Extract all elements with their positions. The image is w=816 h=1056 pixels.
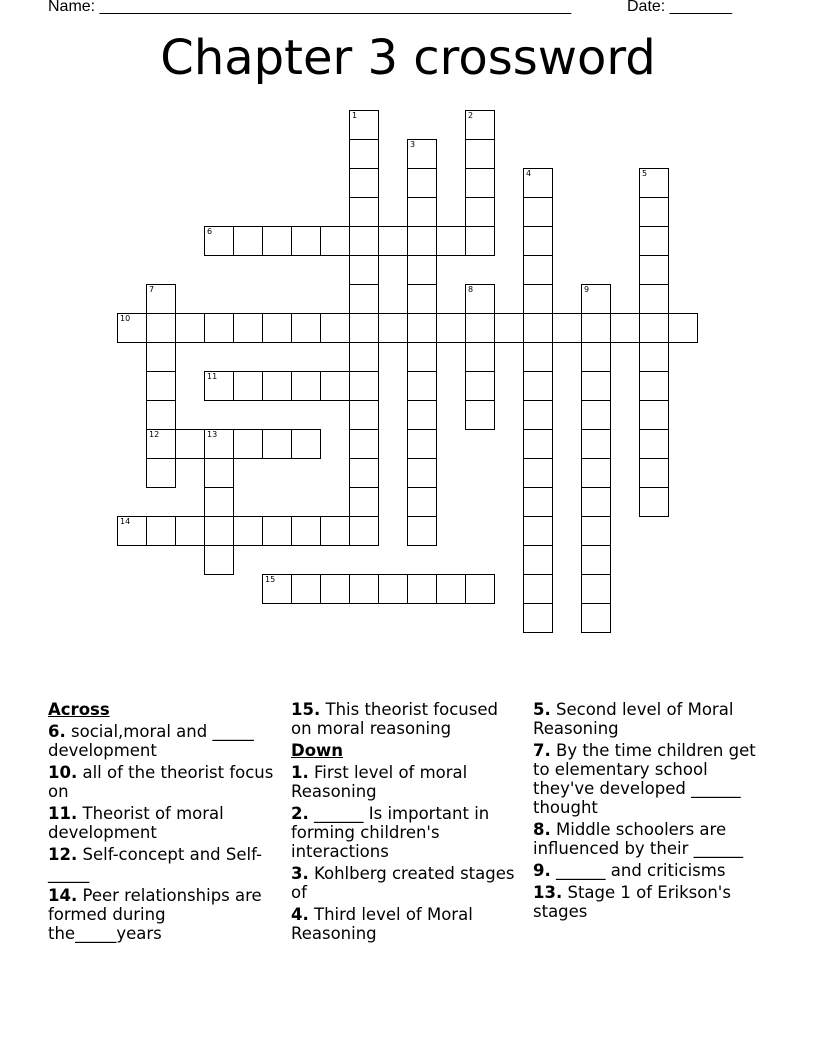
grid-cell[interactable] xyxy=(523,487,553,517)
clue-column-2 xyxy=(291,700,521,946)
clue-number: 8. xyxy=(533,820,551,839)
grid-cell[interactable] xyxy=(349,226,379,256)
clue-down-5 xyxy=(533,700,763,738)
grid-cell[interactable] xyxy=(204,487,234,517)
down-heading: Down xyxy=(291,741,344,760)
clue-number: 7. xyxy=(533,741,551,760)
clue-across-15 xyxy=(291,700,521,738)
clue-text: First level of moral Reasoning xyxy=(291,763,468,801)
grid-cell[interactable] xyxy=(407,139,437,169)
clue-across-14 xyxy=(48,886,278,943)
grid-cell[interactable] xyxy=(407,400,437,430)
grid-cell[interactable] xyxy=(349,284,379,314)
grid-cell[interactable] xyxy=(407,458,437,488)
cell-number: 12 xyxy=(149,430,160,439)
grid-cell[interactable] xyxy=(291,516,321,546)
grid-cell[interactable] xyxy=(581,371,611,401)
grid-cell[interactable] xyxy=(407,313,437,343)
grid-cell[interactable] xyxy=(639,197,669,227)
grid-cell[interactable] xyxy=(581,342,611,372)
cell-number: 6 xyxy=(207,227,213,236)
clue-number: 9. xyxy=(533,861,551,880)
page-title: Chapter 3 crossword xyxy=(160,30,656,86)
grid-cell[interactable] xyxy=(639,458,669,488)
clue-number: 6. xyxy=(48,722,66,741)
grid-cell[interactable] xyxy=(349,197,379,227)
cell-number: 10 xyxy=(120,314,131,323)
grid-cell[interactable] xyxy=(349,487,379,517)
grid-cell[interactable] xyxy=(639,429,669,459)
clue-number: 5. xyxy=(533,700,551,719)
grid-cell[interactable] xyxy=(349,168,379,198)
clue-down-2 xyxy=(291,804,521,861)
grid-cell[interactable] xyxy=(581,400,611,430)
grid-cell[interactable] xyxy=(262,429,292,459)
grid-cell[interactable] xyxy=(378,574,408,604)
grid-cell[interactable] xyxy=(233,516,263,546)
grid-cell[interactable] xyxy=(204,545,234,575)
grid-cell[interactable] xyxy=(204,429,234,459)
grid-cell[interactable] xyxy=(204,516,234,546)
grid-cell[interactable] xyxy=(175,516,205,546)
clue-down-7 xyxy=(533,741,763,817)
grid-cell[interactable] xyxy=(349,313,379,343)
grid-cell[interactable] xyxy=(204,371,234,401)
grid-cell[interactable] xyxy=(639,313,669,343)
grid-cell[interactable] xyxy=(407,168,437,198)
clue-down-8 xyxy=(533,820,763,858)
grid-cell[interactable] xyxy=(320,226,350,256)
grid-cell[interactable] xyxy=(262,313,292,343)
grid-cell[interactable] xyxy=(465,284,495,314)
clue-number: 11. xyxy=(48,804,78,823)
grid-cell[interactable] xyxy=(407,516,437,546)
grid-cell[interactable] xyxy=(610,313,640,343)
grid-cell[interactable] xyxy=(465,197,495,227)
grid-cell[interactable] xyxy=(349,574,379,604)
clue-text: Middle schoolers are influenced by their ______ xyxy=(533,820,744,858)
grid-cell[interactable] xyxy=(320,313,350,343)
grid-cell[interactable] xyxy=(523,371,553,401)
name-field-label: Name: _____________________________________________________ xyxy=(48,0,572,15)
grid-cell[interactable] xyxy=(146,516,176,546)
grid-cell[interactable] xyxy=(291,429,321,459)
grid-cell[interactable] xyxy=(407,429,437,459)
cell-number: 13 xyxy=(207,430,218,439)
grid-cell[interactable] xyxy=(204,226,234,256)
grid-cell[interactable] xyxy=(233,371,263,401)
grid-cell[interactable] xyxy=(581,516,611,546)
grid-cell[interactable] xyxy=(233,313,263,343)
clue-number: 2. xyxy=(291,804,309,823)
grid-cell[interactable] xyxy=(378,313,408,343)
grid-cell[interactable] xyxy=(291,574,321,604)
grid-cell[interactable] xyxy=(117,313,147,343)
grid-cell[interactable] xyxy=(175,313,205,343)
grid-cell[interactable] xyxy=(407,574,437,604)
grid-cell[interactable] xyxy=(639,487,669,517)
clue-text: Third level of Moral Reasoning xyxy=(291,905,473,943)
grid-cell[interactable] xyxy=(523,574,553,604)
grid-cell[interactable] xyxy=(581,313,611,343)
grid-cell[interactable] xyxy=(581,545,611,575)
across-heading: Across xyxy=(48,700,110,719)
clue-number: 4. xyxy=(291,905,309,924)
grid-cell[interactable] xyxy=(523,313,553,343)
clue-number: 15. xyxy=(291,700,321,719)
grid-cell[interactable] xyxy=(349,255,379,285)
grid-cell[interactable] xyxy=(204,458,234,488)
grid-cell[interactable] xyxy=(523,197,553,227)
cell-number: 2 xyxy=(468,111,474,120)
grid-cell[interactable] xyxy=(233,226,263,256)
grid-cell[interactable] xyxy=(639,168,669,198)
grid-cell[interactable] xyxy=(523,342,553,372)
grid-cell[interactable] xyxy=(175,429,205,459)
grid-cell[interactable] xyxy=(581,487,611,517)
date-field-label: Date: _______ xyxy=(627,0,732,15)
grid-cell[interactable] xyxy=(436,226,466,256)
grid-cell[interactable] xyxy=(523,458,553,488)
clue-number: 3. xyxy=(291,864,309,883)
grid-cell[interactable] xyxy=(523,516,553,546)
grid-cell[interactable] xyxy=(146,429,176,459)
clue-text: Peer relationships are formed during the_____years xyxy=(48,886,262,943)
clue-down-13 xyxy=(533,883,763,921)
grid-cell[interactable] xyxy=(349,371,379,401)
grid-cell[interactable] xyxy=(639,284,669,314)
grid-cell[interactable] xyxy=(146,284,176,314)
grid-cell[interactable] xyxy=(349,110,379,140)
cell-number: 15 xyxy=(265,575,276,584)
grid-cell[interactable] xyxy=(407,342,437,372)
cell-number: 3 xyxy=(410,140,416,149)
grid-cell[interactable] xyxy=(552,313,582,343)
grid-cell[interactable] xyxy=(581,284,611,314)
grid-cell[interactable] xyxy=(146,342,176,372)
grid-cell[interactable] xyxy=(523,400,553,430)
clue-number: 14. xyxy=(48,886,78,905)
grid-cell[interactable] xyxy=(523,168,553,198)
grid-cell[interactable] xyxy=(407,487,437,517)
grid-cell[interactable] xyxy=(146,313,176,343)
grid-cell[interactable] xyxy=(146,371,176,401)
clue-across-10 xyxy=(48,763,278,801)
clue-text: all of the theorist focus on xyxy=(48,763,274,801)
grid-cell[interactable] xyxy=(465,342,495,372)
clue-column-1 xyxy=(48,700,278,946)
grid-cell[interactable] xyxy=(349,342,379,372)
grid-cell[interactable] xyxy=(262,574,292,604)
clue-down-9 xyxy=(533,861,763,880)
clue-text: Kohlberg created stages of xyxy=(291,864,515,902)
clue-text: ______ Is important in forming children's interactions xyxy=(291,804,490,861)
clue-text: Second level of Moral Reasoning xyxy=(533,700,734,738)
grid-cell[interactable] xyxy=(639,371,669,401)
grid-cell[interactable] xyxy=(407,284,437,314)
clue-number: 13. xyxy=(533,883,563,902)
grid-cell[interactable] xyxy=(494,313,524,343)
clue-number: 1. xyxy=(291,763,309,782)
grid-cell[interactable] xyxy=(523,545,553,575)
clue-text: Theorist of moral development xyxy=(48,804,224,842)
grid-cell[interactable] xyxy=(465,226,495,256)
grid-cell[interactable] xyxy=(639,342,669,372)
grid-cell[interactable] xyxy=(581,458,611,488)
cell-number: 8 xyxy=(468,285,474,294)
grid-cell[interactable] xyxy=(262,371,292,401)
grid-cell[interactable] xyxy=(117,516,147,546)
grid-cell[interactable] xyxy=(349,458,379,488)
grid-cell[interactable] xyxy=(349,429,379,459)
grid-cell[interactable] xyxy=(581,429,611,459)
grid-cell[interactable] xyxy=(639,255,669,285)
grid-cell[interactable] xyxy=(233,429,263,459)
cell-number: 11 xyxy=(207,372,218,381)
grid-cell[interactable] xyxy=(465,168,495,198)
clue-down-3 xyxy=(291,864,521,902)
grid-cell[interactable] xyxy=(523,226,553,256)
clue-text: Self-concept and Self-_____ xyxy=(48,845,262,883)
grid-cell[interactable] xyxy=(465,110,495,140)
grid-cell[interactable] xyxy=(407,226,437,256)
grid-cell[interactable] xyxy=(436,313,466,343)
grid-cell[interactable] xyxy=(465,371,495,401)
clue-number: 12. xyxy=(48,845,78,864)
cell-number: 1 xyxy=(352,111,358,120)
grid-cell[interactable] xyxy=(581,603,611,633)
grid-cell[interactable] xyxy=(146,458,176,488)
clue-text: Stage 1 of Erikson's stages xyxy=(533,883,731,921)
grid-cell[interactable] xyxy=(262,516,292,546)
grid-cell[interactable] xyxy=(523,603,553,633)
grid-cell[interactable] xyxy=(291,313,321,343)
clue-down-1 xyxy=(291,763,521,801)
grid-cell[interactable] xyxy=(523,255,553,285)
cell-number: 7 xyxy=(149,285,155,294)
grid-cell[interactable] xyxy=(465,400,495,430)
grid-cell[interactable] xyxy=(146,400,176,430)
grid-cell[interactable] xyxy=(349,139,379,169)
grid-cell[interactable] xyxy=(465,574,495,604)
grid-cell[interactable] xyxy=(378,226,408,256)
clue-text: This theorist focused on moral reasoning xyxy=(291,700,498,738)
grid-cell[interactable] xyxy=(320,371,350,401)
grid-cell[interactable] xyxy=(349,516,379,546)
grid-cell[interactable] xyxy=(320,516,350,546)
grid-cell[interactable] xyxy=(581,574,611,604)
grid-cell[interactable] xyxy=(407,197,437,227)
grid-cell[interactable] xyxy=(407,371,437,401)
clue-text: By the time children get to elementary school they've developed ______ thought xyxy=(533,741,756,817)
clue-text: social,moral and _____ development xyxy=(48,722,254,760)
grid-cell[interactable] xyxy=(668,313,698,343)
clue-text: ______ and criticisms xyxy=(556,861,726,880)
grid-cell[interactable] xyxy=(291,226,321,256)
grid-cell[interactable] xyxy=(523,429,553,459)
clue-column-3 xyxy=(533,700,763,924)
grid-cell[interactable] xyxy=(436,574,466,604)
cell-number: 4 xyxy=(526,169,532,178)
clue-down-4 xyxy=(291,905,521,943)
clue-across-11 xyxy=(48,804,278,842)
grid-cell[interactable] xyxy=(465,139,495,169)
clue-across-6 xyxy=(48,722,278,760)
grid-cell[interactable] xyxy=(262,226,292,256)
cell-number: 5 xyxy=(642,169,648,178)
grid-cell[interactable] xyxy=(639,400,669,430)
grid-cell[interactable] xyxy=(349,400,379,430)
clue-number: 10. xyxy=(48,763,78,782)
clue-across-12 xyxy=(48,845,278,883)
cell-number: 14 xyxy=(120,517,131,526)
grid-cell[interactable] xyxy=(639,226,669,256)
grid-cell[interactable] xyxy=(465,313,495,343)
grid-cell[interactable] xyxy=(291,371,321,401)
grid-cell[interactable] xyxy=(523,284,553,314)
grid-cell[interactable] xyxy=(320,574,350,604)
grid-cell[interactable] xyxy=(407,255,437,285)
grid-cell[interactable] xyxy=(204,313,234,343)
cell-number: 9 xyxy=(584,285,590,294)
